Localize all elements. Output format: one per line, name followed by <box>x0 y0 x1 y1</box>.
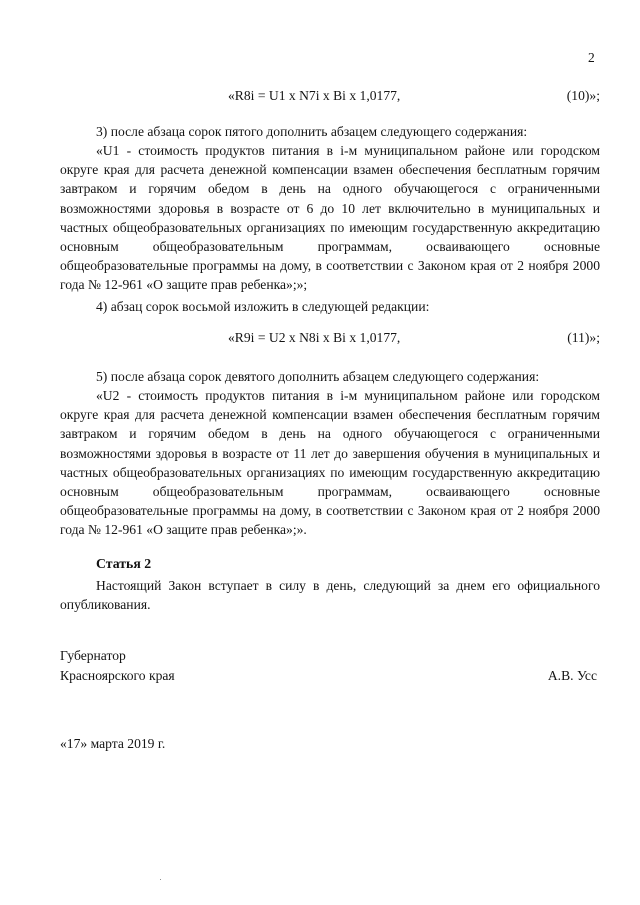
article-2-title: Статья 2 <box>96 556 152 571</box>
item-4-heading: 4) абзац сорок восьмой изложить в следующей редакции: <box>96 299 430 314</box>
scan-dot-mark <box>160 879 161 880</box>
item-5-heading: 5) после абзаца сорок девятого дополнить абзацем следующего содержания: <box>96 369 540 384</box>
signature-title-line-1: Губернатор <box>60 648 126 663</box>
formula-11-expression: «R9i = U2 x N8i x Bi x 1,0177, <box>228 330 401 345</box>
page-number: 2 <box>588 50 595 65</box>
document-date: «17» марта 2019 г. <box>60 736 166 751</box>
signature-title-line-2: Красноярского края <box>60 668 175 683</box>
formula-11-number: (11)»; <box>567 330 600 345</box>
item-3-heading: 3) после абзаца сорок пятого дополнить абзацем следующего содержания: <box>96 124 528 139</box>
formula-10-expression: «R8i = U1 x N7i x Bi x 1,0177, <box>228 88 401 103</box>
formula-11 <box>0 330 640 348</box>
formula-10-number: (10)»; <box>566 88 600 103</box>
formula-10 <box>0 88 640 106</box>
item-3-body: «U1 - стоимость продуктов питания в i-м муниципальном районе или городском округе края для расчета денежной компенсации взамен обеспечения бесплатным горячим завтраком и горячим обедом в день на одного обучающегося с ограниченными возможностями здоровья в возрасте от 6 до 10 лет включительно в муниципальных и частных общеобразовательных организациях по имеющим государственную аккредитацию основным общеобразовательным программам, осваивающего основные общеобразовательные программы на дому, в соответствии с Законом края от 2 ноября 2000 года № 12-961 «О защите прав ребенка»;»; <box>60 143 600 293</box>
signatory-name: А.В. Усс <box>547 668 597 683</box>
item-5-body: «U2 - стоимость продуктов питания в i-м муниципальном районе или городском округе края для расчета денежной компенсации взамен обеспечения бесплатным горячим завтраком и горячим обедом в день на одного обучающегося с ограниченными возможностями здоровья в возрасте от 11 лет до завершения обучения в муниципальных и частных общеобразовательных организациях по имеющим государственную аккредитацию основным общеобразовательным программам, осваивающего основные общеобразовательные программы на дому, в соответствии с Законом края от 2 ноября 2000 года № 12-961 «О защите прав ребенка»;». <box>60 388 600 538</box>
article-2-text: Настоящий Закон вступает в силу в день, следующий за днем его официального опубликования. <box>60 578 600 613</box>
